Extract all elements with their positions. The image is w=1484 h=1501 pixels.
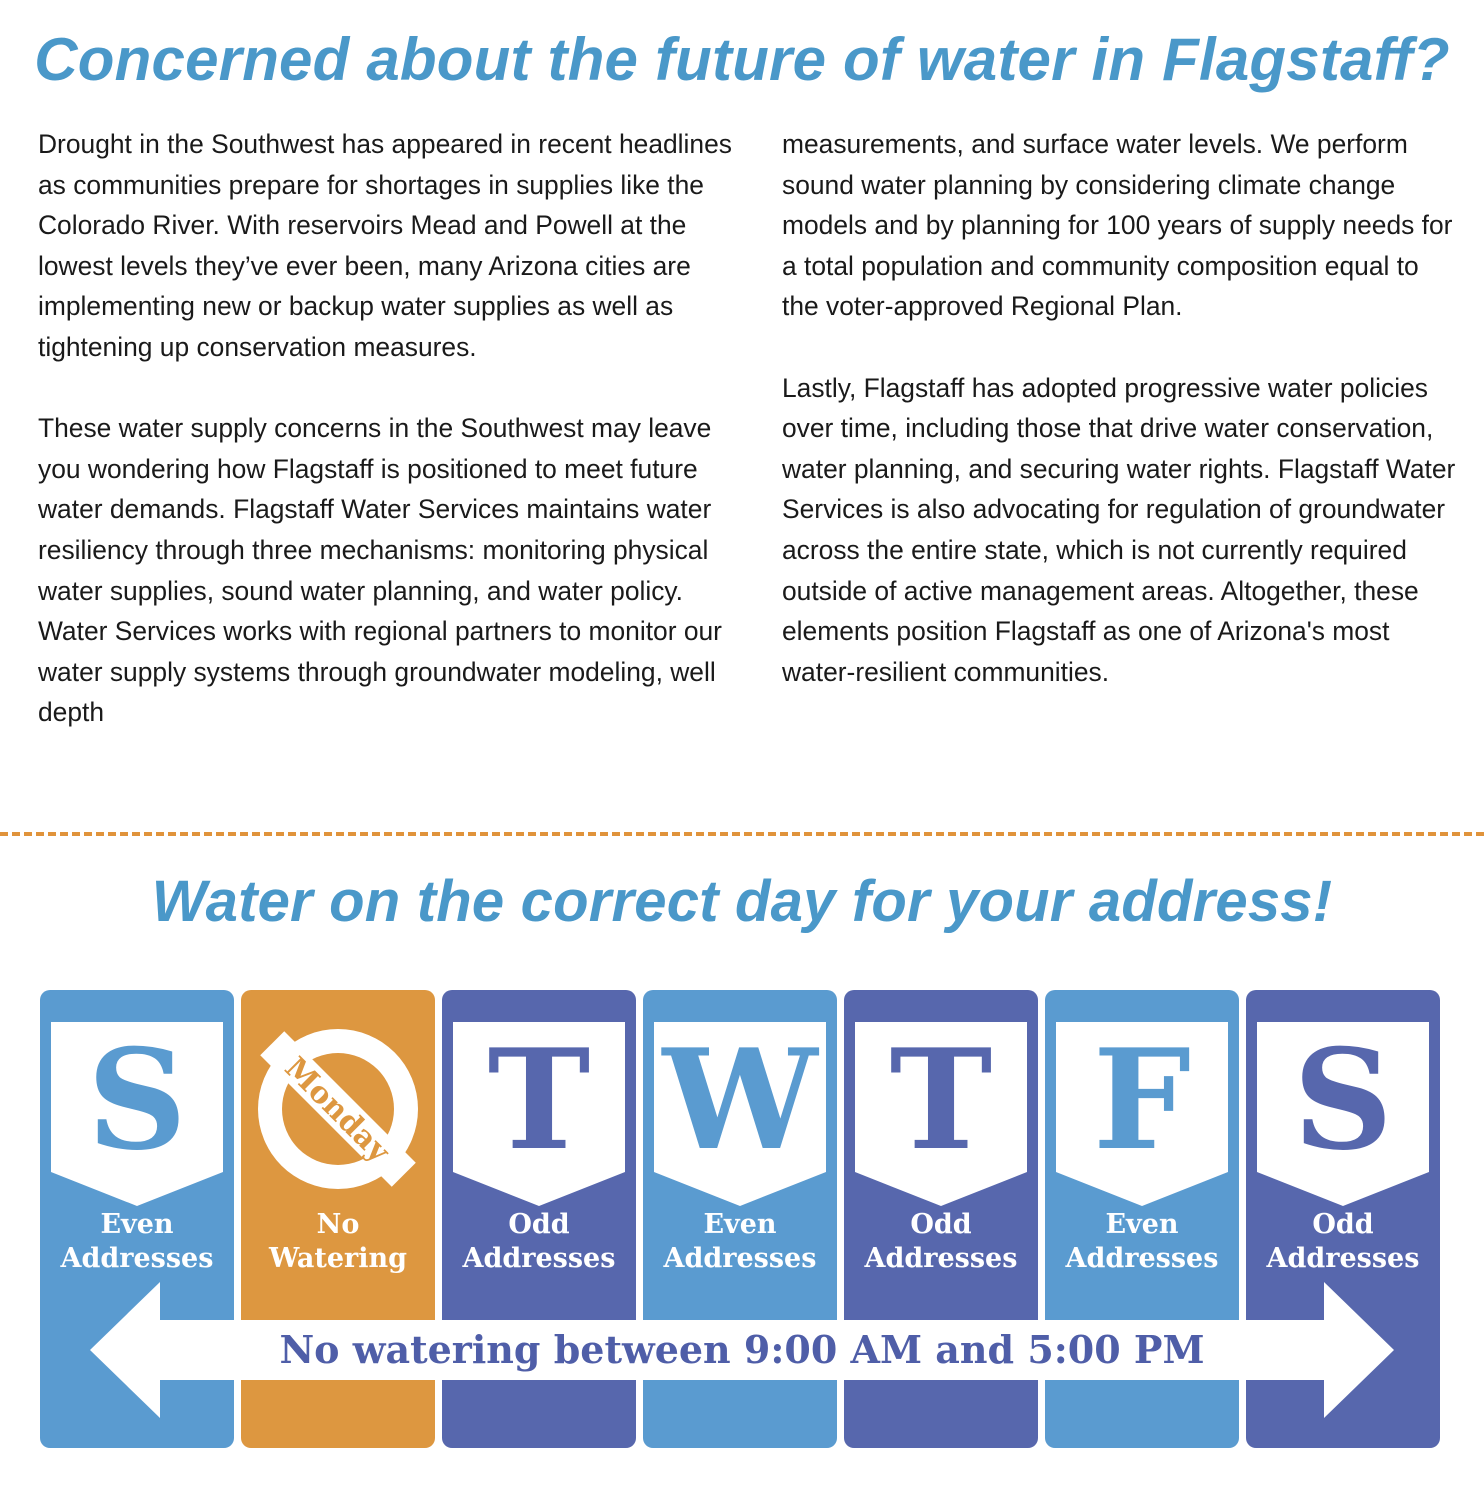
caption-line: Addresses bbox=[462, 1243, 616, 1274]
article-right-column bbox=[782, 124, 1462, 692]
caption-line: Odd bbox=[910, 1209, 972, 1240]
caption-line: Addresses bbox=[864, 1243, 1018, 1274]
article-left-column bbox=[38, 124, 758, 733]
day-letter: F bbox=[1093, 1018, 1191, 1181]
caption-line: Watering bbox=[268, 1243, 408, 1274]
page-title: Concerned about the future of water in Flagstaff? bbox=[34, 26, 1450, 93]
caption-line: Even bbox=[100, 1209, 174, 1240]
caption-line: Odd bbox=[508, 1209, 570, 1240]
day-caption bbox=[241, 1208, 435, 1276]
day-letter: Monday bbox=[277, 1050, 397, 1170]
section-divider bbox=[0, 832, 1484, 836]
no-watering-icon bbox=[255, 1026, 421, 1192]
caption-line: No bbox=[316, 1209, 360, 1240]
watering-hours-notice: No watering between 9:00 AM and 5:00 PM bbox=[279, 1327, 1205, 1372]
day-caption bbox=[442, 1208, 636, 1276]
caption-line: Addresses bbox=[1065, 1243, 1219, 1274]
paragraph: These water supply concerns in the Southwest may leave you wondering how Flagstaff is positioned to meet future water demands. Flagstaff Water Services maintains water resiliency through three mechanisms: monitoring physical water supplies, sound water planning, and water policy. Water Services works with regional partners to monitor our water supply systems through groundwater modeling, well depth bbox=[38, 413, 722, 728]
watering-schedule-graphic bbox=[40, 990, 1444, 1450]
section-title: Water on the correct day for your address! bbox=[151, 869, 1333, 934]
caption-line: Addresses bbox=[1266, 1243, 1420, 1274]
day-caption bbox=[844, 1208, 1038, 1276]
day-caption bbox=[643, 1208, 837, 1276]
paragraph: Lastly, Flagstaff has adopted progressive water policies over time, including those that drive water conservation, water planning, and securing water rights. Flagstaff Water Services is also advocating for regulation of groundwater across the entire state, which is not currently required outside of active management areas. Altogether, these elements position Flagstaff as one of Arizona's most water-resilient communities. bbox=[782, 372, 1456, 687]
day-caption bbox=[1045, 1208, 1239, 1276]
day-caption bbox=[40, 1208, 234, 1276]
caption-line: Even bbox=[1105, 1209, 1179, 1240]
paragraph: Drought in the Southwest has appeared in recent headlines as communities prepare for shortages in supplies like the Colorado River. With reservoirs Mead and Powell at the lowest levels they’ve ever been, many Arizona cities are implementing new or backup water supplies as well as tightening up conservation measures. bbox=[38, 129, 732, 362]
caption-line: Odd bbox=[1312, 1209, 1374, 1240]
caption-line: Addresses bbox=[60, 1243, 214, 1274]
day-letter: T bbox=[487, 1018, 591, 1181]
paragraph: measurements, and surface water levels. We perform sound water planning by considering climate change models and by planning for 100 years of supply needs for a total population and community composition equal to the voter-approved Regional Plan. bbox=[782, 129, 1453, 322]
day-letter: S bbox=[1293, 1018, 1393, 1181]
caption-line: Addresses bbox=[663, 1243, 817, 1274]
day-caption bbox=[1246, 1208, 1440, 1276]
day-letter: W bbox=[662, 1018, 818, 1181]
day-letter: T bbox=[889, 1018, 993, 1181]
caption-line: Even bbox=[703, 1209, 777, 1240]
day-letter: S bbox=[87, 1018, 187, 1181]
